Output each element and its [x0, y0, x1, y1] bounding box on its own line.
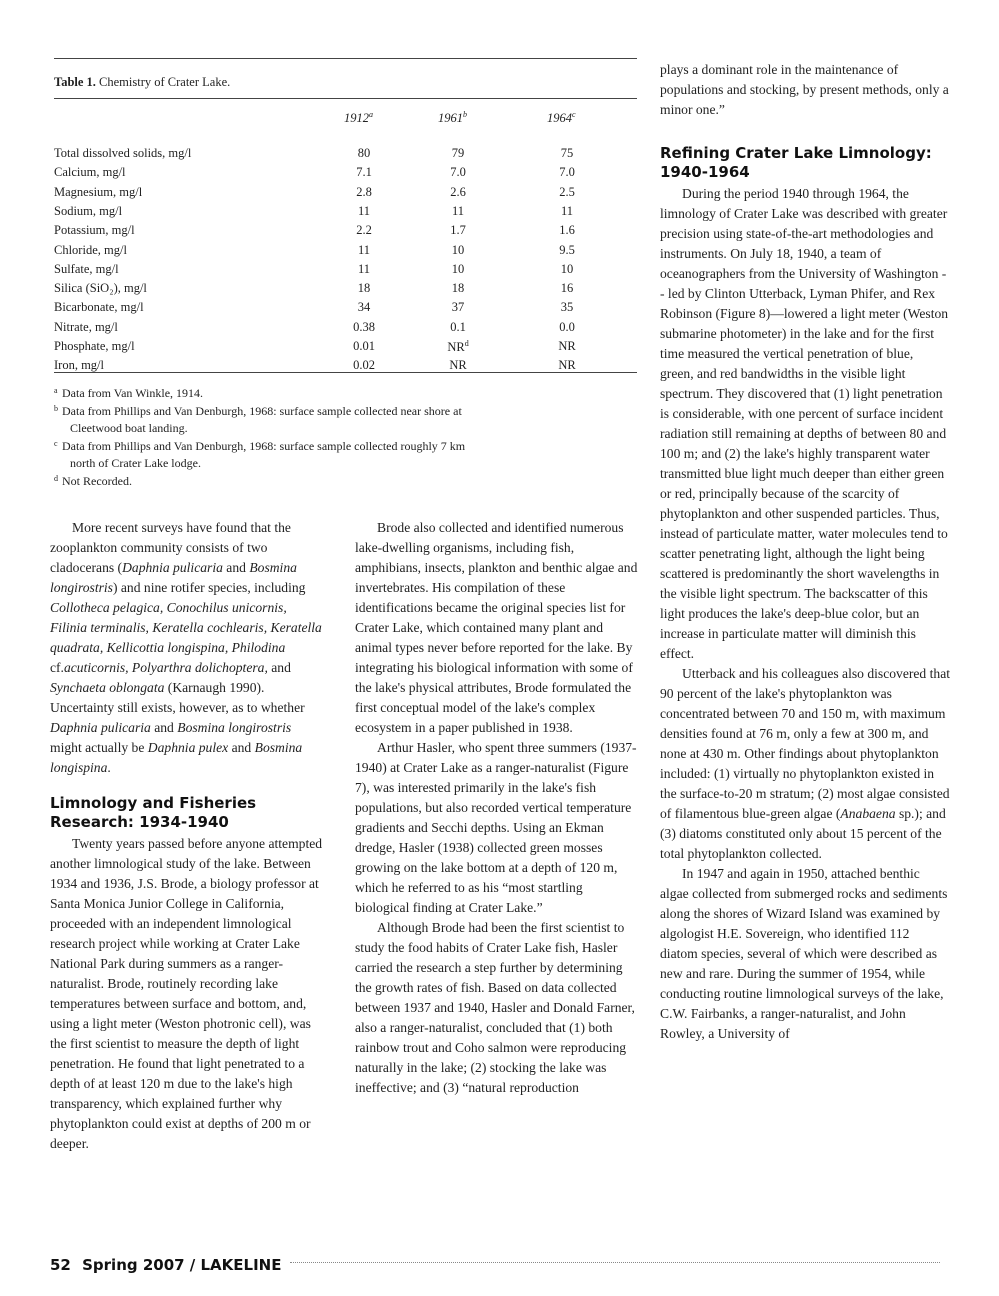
row-label: Sodium, mg/l — [54, 203, 123, 218]
value-1964: 1.6 — [559, 223, 575, 238]
table-row — [54, 262, 637, 280]
value-1961: 1.7 — [450, 223, 466, 238]
text-column-3 — [660, 60, 950, 1044]
paragraph-brode-organisms: Brode also collected and identified numerous lake-dwelling organisms, including fish, amphibians, insects, plankton and benthic algae and invertebrates. His compilation of these identifications became the original species list for Crater Lake, which contained many plant and animal types never before reported for the lake. By integrating his biological information with some of the lake's physical attributes, Brode formulated the first conceptual model of the lake's complex ecosystem in a paper published in 1938. — [355, 520, 638, 735]
row-label: Bicarbonate, mg/l — [54, 300, 144, 315]
table-top-rule — [54, 58, 637, 59]
value-1961: 0.1 — [450, 319, 466, 334]
issue-name: Spring 2007 / LAKELINE — [82, 1256, 282, 1274]
value-1912: 11 — [357, 242, 371, 257]
value-1912: 80 — [357, 146, 371, 160]
table-row — [54, 320, 637, 338]
paragraph-utterback-light: During the period 1940 through 1964, the limnology of Crater Lake was described with greater precision using state-of-the-art methodologies and instruments. On July 18, 1940, a team of oceanographers from the University of Washington -- led by Clinton Utterback, Lyman Phifer, and Rex Robinson (Figure 8)—lowered a light meter (Weston submarine photometer) in the lake and for the first time measured the vertical penetration of blue, green, and red bandwidths in the visible light spectrum. They discovered that (1) light penetration is considerable, with one percent of surface incident radiation still remaining at depths of between 80 and 100 m; and (2) the lake's highly transparent water transmitted blue light much deeper than either green or red, principally because of the scarcity of phytoplankton and other suspended particles. Thus, instead of particulate matter, water molecules tend to scatter penetrating light, although the light being scattered is predominantly the short wavelengths in the visible light spectrum. The backscatter of this light produces the lake's deep-blue color, but an increase in particulate matter will diminish this effect. — [660, 186, 949, 661]
table-row — [54, 281, 637, 299]
value-1961: 11 — [451, 203, 465, 218]
table-row — [54, 358, 637, 376]
column-header-1961: 1961$^b$ — [438, 110, 467, 126]
table-caption — [54, 75, 230, 90]
row-label: Silica (SiO₂), mg/l — [54, 281, 147, 296]
value-1912: 18 — [357, 281, 371, 296]
row-label: Magnesium, mg/l — [54, 184, 143, 199]
value-1964: 7.0 — [559, 165, 575, 180]
value-1961: $NR^d$ — [447, 339, 469, 355]
table-row — [54, 300, 637, 318]
column-header-1912: 1912$^a$ — [344, 110, 373, 126]
value-1961: 2.6 — [450, 184, 466, 199]
value-1961: 10 — [451, 242, 465, 257]
paragraph-continuation: plays a dominant role in the maintenance of populations and stocking, by present methods, only a minor one.” — [660, 62, 949, 117]
value-1961: 18 — [451, 281, 465, 296]
footnote: c Data from Phillips and Van Denburgh, 1968: surface sample collected roughly 7 km north of Crater Lake lodge. — [54, 438, 466, 470]
section-heading-limnology-fisheries: Limnology and Fisheries Research: 1934-1940 — [50, 794, 257, 831]
footer-rule — [290, 1262, 940, 1263]
value-1964: 35 — [560, 300, 574, 315]
table-footnotes — [54, 385, 614, 490]
row-label: Potassium, mg/l — [54, 223, 135, 238]
row-label: Iron, mg/l — [54, 358, 104, 373]
value-1912: 0.38 — [353, 319, 375, 334]
text-column-1 — [50, 518, 326, 1154]
value-1964: 11 — [560, 203, 574, 218]
table-row — [54, 146, 637, 164]
row-label: Nitrate, mg/l — [54, 319, 118, 334]
value-1912: 2.8 — [356, 184, 372, 199]
paragraph-brode-intro: Twenty years passed before anyone attempted another limnological study of the lake. Between 1934 and 1936, J.S. Brode, a biology professor at Santa Monica Junior College in California, proceeded with an independent limnological research project while working at Crater Lake National Park during summers as a ranger-naturalist. Brode, routinely recording lake temperatures between surface and bottom, and, using a light meter (Weston photronic cell), was the first scientist to measure the depth of light penetration. He found that light penetrated to a depth of at least 120 m due to the lake's high transparency, which explained further why phytoplankton could exist at depths of 200 m or deeper. — [50, 836, 323, 1151]
paragraph-zooplankton: More recent surveys have found that the zooplankton community consists of two cladocerans (Daphnia pulicaria and Bosmina longirostris) and nine rotifer species, including Collotheca pelagica, Conochilus unicornis, Filinia terminalis, Keratella cochlearis, Keratella quadrata, Kellicottia longispina, Philodina cf.acuticornis, Polyarthra dolichoptera, and Synchaeta oblongata (Karnaugh 1990). Uncertainty still exists, however, as to whether Daphnia pulicaria and Bosmina longirostris might actually be Daphnia pulex and Bosmina longispina. — [50, 520, 322, 775]
table-caption-text: Chemistry of Crater Lake. — [99, 75, 231, 89]
page-number: 52 — [50, 1256, 71, 1274]
paragraph-hasler: Arthur Hasler, who spent three summers (1937-1940) at Crater Lake as a ranger-naturalist (Figure 7), was interested primarily in the lake's fish populations, but also recorded vertical temperature gradients and Secchi depths. Using an Ekman dredge, Hasler (1938) collected green mosses growing on the lake bottom at a depth of 120 m, which he referred to as his “most startling biological finding at Crater Lake.” — [355, 740, 637, 915]
value-1964: NR — [558, 339, 576, 353]
row-label: Phosphate, mg/l — [54, 339, 135, 353]
paragraph-fish-growth: Although Brode had been the first scientist to study the food habits of Crater Lake fish, Hasler carried the research a step further by determining the growth rates of fish. Based on data collected between 1937 and 1940, Hasler and Donald Farner, also a ranger-naturalist, concluded that (1) both rainbow trout and Coho salmon were reproducing naturally in the lake; (2) stocking the lake was ineffective; and (3) “natural reproduction — [355, 920, 635, 1095]
value-1964: NR — [558, 358, 576, 373]
value-1964: 9.5 — [559, 242, 575, 257]
row-label: Chloride, mg/l — [54, 242, 127, 257]
table-row — [54, 204, 637, 222]
value-1961: 7.0 — [450, 165, 466, 180]
value-1964: 10 — [560, 261, 574, 276]
value-1964: 16 — [560, 281, 574, 296]
value-1961: 37 — [451, 300, 465, 315]
section-heading-refining-limnology: Refining Crater Lake Limnology: 1940-1964 — [660, 144, 932, 181]
row-label: Sulfate, mg/l — [54, 261, 119, 276]
paragraph-diatoms: In 1947 and again in 1950, attached benthic algae collected from submerged rocks and sediments along the shores of Wizard Island was examined by algologist H.E. Sovereign, who identified 112 diatom species, several of which were described as new and rare. During the summer of 1954, while conducting routine limnological surveys of the lake, C.W. Fairbanks, a ranger-naturalist, and John Rowley, a University of — [660, 866, 948, 1041]
footnote: a Data from Van Winkle, 1914. — [54, 386, 204, 400]
row-label: Calcium, mg/l — [54, 165, 126, 180]
row-label: Total dissolved solids, mg/l — [54, 146, 192, 160]
table-bottom-rule — [54, 372, 637, 373]
page-footer — [50, 1256, 281, 1274]
footnote: b Data from Phillips and Van Denburgh, 1968: surface sample collected near shore at Cleetwood boat landing. — [54, 403, 462, 435]
value-1912: 0.01 — [353, 339, 375, 353]
value-1961: 10 — [451, 261, 465, 276]
value-1964: 2.5 — [559, 184, 575, 199]
footnote: d Not Recorded. — [54, 473, 132, 488]
value-1912: 7.1 — [356, 165, 372, 180]
table-row — [54, 243, 637, 261]
table-row — [54, 223, 637, 241]
value-1961: NR — [449, 358, 467, 373]
table-row — [54, 165, 637, 183]
column-header-1964: 1964$^c$ — [547, 110, 576, 126]
value-1912: 11 — [357, 203, 371, 218]
value-1912: 11 — [357, 261, 371, 276]
value-1964: 75 — [560, 146, 574, 160]
table-row — [54, 185, 637, 203]
value-1964: 0.0 — [559, 319, 575, 334]
value-1912: 0.02 — [353, 358, 375, 373]
table-header-rule — [54, 98, 637, 99]
text-column-2 — [355, 518, 640, 1098]
value-1912: 2.2 — [356, 223, 372, 238]
table-caption-label: Table 1. — [54, 75, 96, 89]
paragraph-phytoplankton: Utterback and his colleagues also discovered that 90 percent of the lake's phytoplankton was concentrated between 70 and 150 m, with maximum densities found at 76 m, only a few at 300 m, and none at 430 m. Other findings about phytoplankton included: (1) virtually no phytoplankton existed in the surface-to-20 m stratum; (2) most algae consisted of filamentous blue-green algae (Anabaena sp.); and (3) diatoms constituted only about 15 percent of the total phytoplankton collected. — [660, 666, 951, 861]
table-row — [54, 339, 637, 357]
value-1912: 34 — [357, 300, 371, 315]
value-1961: 79 — [451, 146, 465, 160]
